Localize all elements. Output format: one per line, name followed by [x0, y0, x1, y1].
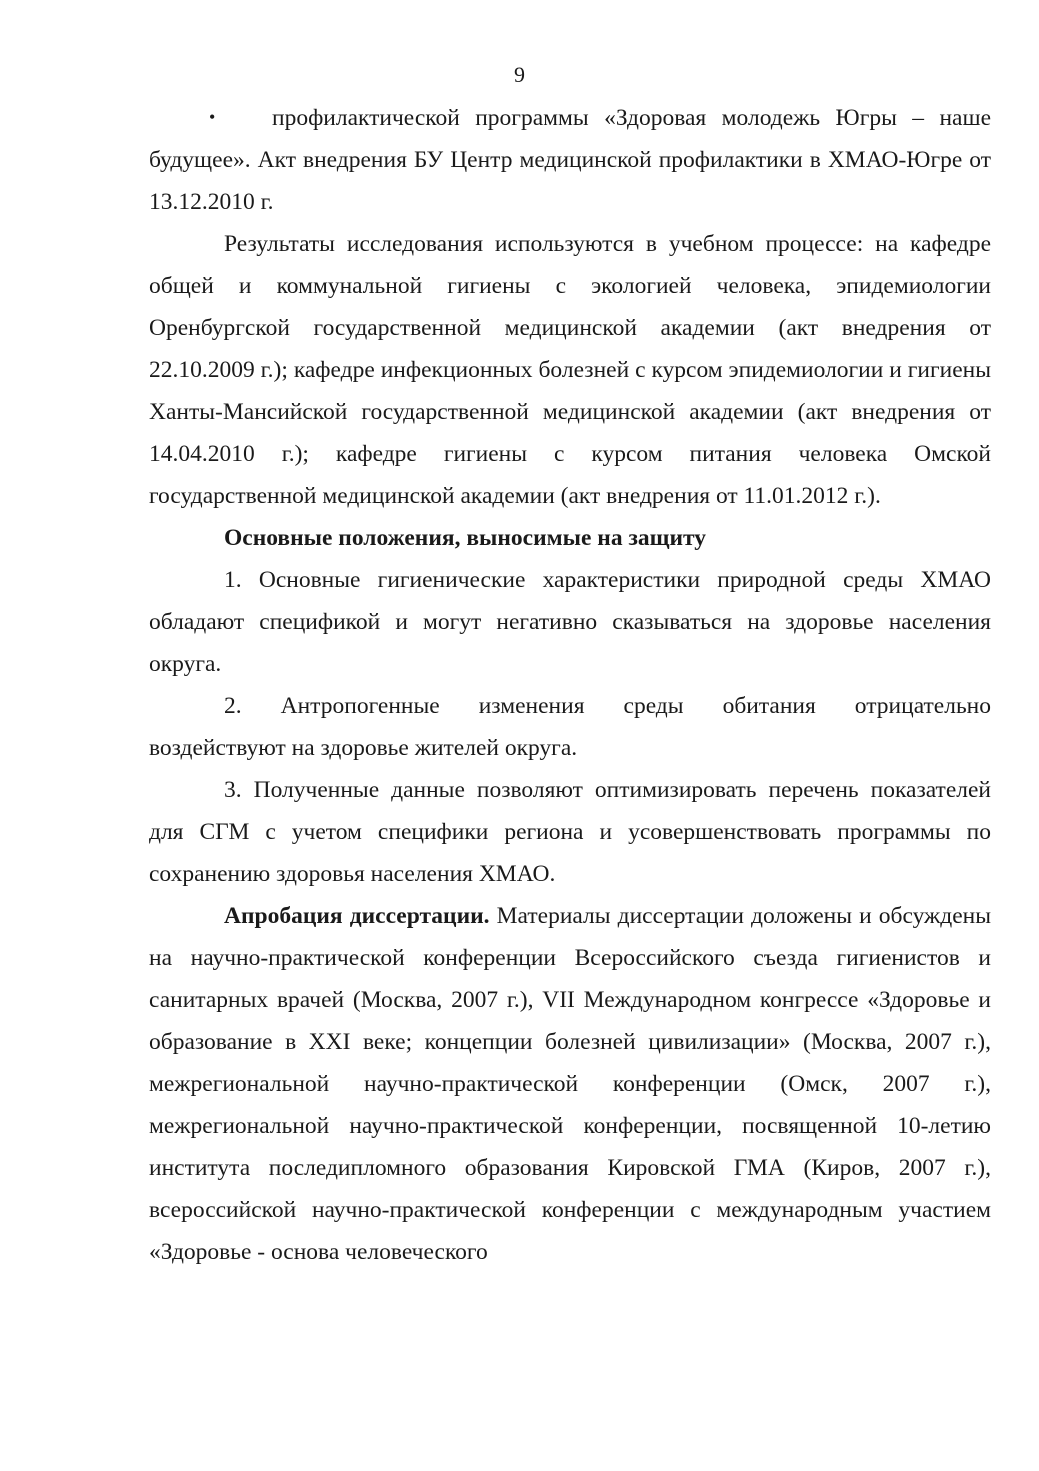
thesis-item-2: 2. Антропогенные изменения среды обитания отрицательно: [224, 693, 991, 719]
approbation-lead: Апробация диссертации.: [224, 903, 490, 929]
approbation-text: Материалы диссертации доложены и обсуждены на научно-практической конференции Всероссийского съезда гигиенистов и санитарных врачей (Москва, 2007 г.), VII Международном конгрессе «Здоровье и образование в XXI веке; концепции болезней цивилизации» (Москва, 2007 г.), межрегиональной научно-практической конференции (Омск, 2007 г.), межрегиональной научно-практической конференции, посвященной 10-летию института последипломного образования Кировской ГМА (Киров, 2007 г.), всероссийской научно-практической конференции с международным участием «Здоровье - основа человеческого: [149, 903, 991, 1265]
thesis-item-2-continuation: воздействуют на здоровье жителей округа.: [149, 735, 578, 761]
thesis-item-3: 3. Полученные данные позволяют оптимизировать перечень показателей для СГМ с учетом специфики региона и усовершенствовать программы по сохранению здоровья населения ХМАО.: [149, 777, 991, 887]
approbation-paragraph: [149, 895, 991, 1273]
theses-heading: Основные положения, выносимые на защиту: [224, 525, 707, 551]
results-paragraph: Результаты исследования используются в учебном процессе: на кафедре общей и коммунальной гигиены с экологией человека, эпидемиологии Оренбургской государственной медицинской академии (акт внедрения от 22.10.2009 г.); кафедре инфекционных болезней с курсом эпидемиологии и гигиены Ханты-Мансийской государственной медицинской академии (акт внедрения от 14.04.2010 г.); кафедре гигиены с курсом питания человека Омской государственной медицинской академии (акт внедрения от 11.01.2012 г.).: [149, 231, 991, 509]
document-body: [149, 96, 991, 1273]
bullet-item-text: профилактической программы «Здоровая молодежь Югры – наше будущее». Акт внедрения БУ Центр медицинской профилактики в ХМАО-Югре от 13.12.2010 г.: [149, 105, 991, 215]
bullet-icon: •: [209, 107, 216, 127]
page-number: 9: [514, 62, 525, 87]
thesis-item-1: 1. Основные гигиенические характеристики природной среды ХМАО обладают спецификой и могут негативно сказываться на здоровье населения округа.: [149, 567, 991, 677]
bullet-list-item: [149, 96, 991, 223]
